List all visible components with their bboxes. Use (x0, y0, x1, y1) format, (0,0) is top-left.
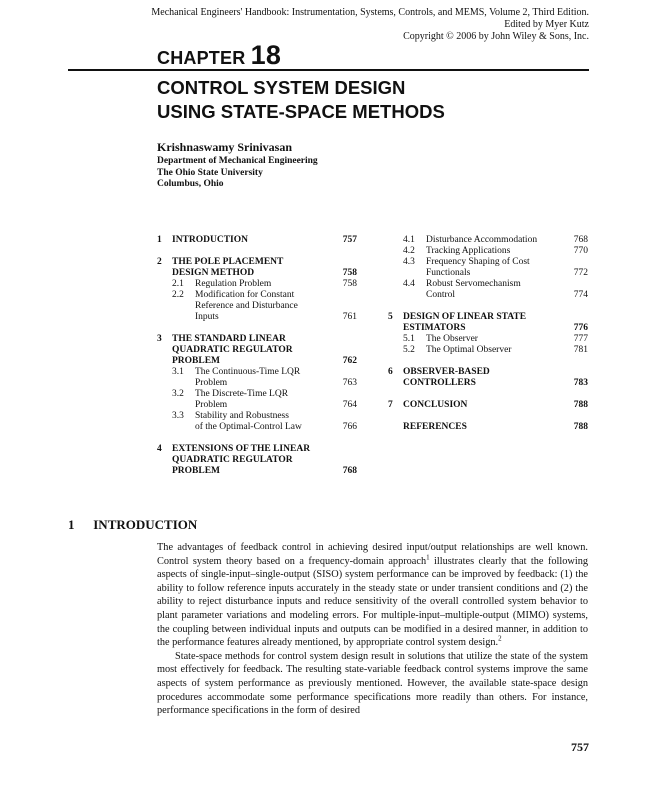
toc-entry-title: Problem (195, 378, 228, 388)
chapter-title-line-1: CONTROL SYSTEM DESIGN (157, 77, 406, 98)
toc-entry-page: 777 (573, 334, 588, 344)
toc-entry-page: 757 (342, 235, 357, 245)
toc-entry-title: QUADRATIC REGULATOR (172, 345, 293, 355)
chapter-rule (68, 69, 589, 71)
toc-entry-title: CONTROLLERS (403, 378, 476, 388)
toc-entry-title: Disturbance Accommodation (426, 235, 538, 245)
toc-entry-number: 2 (157, 257, 162, 267)
paragraph-1 (157, 541, 588, 650)
toc-entry-title: Modification for Constant (195, 290, 295, 300)
toc-entry-page: 776 (573, 323, 588, 333)
toc-entry-title: The Continuous-Time LQR (195, 367, 301, 377)
paragraph-2: State-space methods for control system design result in solutions that utilize the state of the system most effectively for feedback. The resulting state-variable feedback control systems improve the same aspects of system performance as previously mentioned. However, the available state-space design procedures accommodate some performance specifications more readily than others. For instance, performance specifications in the form of desired (157, 650, 588, 717)
toc-entry-title: INTRODUCTION (172, 235, 249, 245)
author-university: The Ohio State University (157, 167, 263, 178)
toc-entry-page: 764 (342, 400, 357, 410)
toc-entry-title: Inputs (195, 312, 219, 322)
chapter-title-line-2: USING STATE-SPACE METHODS (157, 101, 445, 122)
toc-entry-title: The Discrete-Time LQR (195, 389, 289, 399)
author-name: Krishnaswamy Srinivasan (157, 140, 293, 154)
toc-entry-number: 5 (388, 312, 393, 322)
toc-entry-page: 761 (342, 312, 357, 322)
paragraph-1-text-a: The advantages of feedback control in achieving desired input/output relationships are well known. Control system theory based on a frequency-domain approach (157, 542, 588, 567)
toc-entry-title: THE POLE PLACEMENT (172, 257, 284, 267)
toc-entry-title: DESIGN OF LINEAR STATE (403, 312, 527, 322)
toc-entry-number: 4.3 (403, 257, 415, 267)
toc-entry-number: 3.3 (172, 411, 184, 421)
toc-entry-page: 768 (573, 235, 588, 245)
paragraph-1-text-b: illustrates clearly that the following aspects of single-input–single-output (SISO) system performance can be improved by feedback: (1) the ability to follow reference inputs accurately in the steady state or under transient conditions and (2) the ability to reject disturbance inputs and reduce sensitivity of the overall controlled system behavior to plant parameter variations and modeling errors. For multiple-input–multiple-output (MIMO) systems, the coupling between individual inputs and outputs can be modified in a desired manner, in addition to the performance features already mentioned, by appropriate control system design. (157, 555, 588, 649)
author-affiliation (157, 156, 318, 191)
toc-entry-title: OBSERVER-BASED (403, 367, 490, 377)
toc-entry-number: 7 (388, 400, 393, 410)
toc-entry-page: 772 (573, 268, 588, 278)
toc-entry-page: 770 (573, 246, 588, 256)
toc-entry-number: 2.2 (172, 290, 184, 300)
toc-entry-number: 4.4 (403, 279, 415, 289)
toc-entry-number: 6 (388, 367, 393, 377)
toc-entry-title: THE STANDARD LINEAR (172, 334, 286, 344)
toc-entry-number: 3.1 (172, 367, 184, 377)
toc-left-column (157, 235, 357, 485)
toc-entry-title: Tracking Applications (426, 246, 511, 256)
toc-entry-title: EXTENSIONS OF THE LINEAR (172, 444, 311, 454)
reference-1: 1 (426, 553, 430, 562)
toc-entry-page: 762 (342, 356, 357, 366)
toc-entry-number: 5.2 (403, 345, 415, 355)
toc-entry-title: QUADRATIC REGULATOR (172, 455, 293, 465)
toc-entry-page: 788 (573, 422, 588, 432)
toc-entry-title: The Optimal Observer (426, 345, 512, 355)
toc-entry-number: 4.2 (403, 246, 415, 256)
toc-entry-title: Functionals (426, 268, 471, 278)
toc-entry-title: Problem (195, 400, 228, 410)
toc-entry-title: The Observer (426, 334, 478, 344)
toc-entry-title: of the Optimal-Control Law (195, 422, 302, 432)
toc-entry-number: 3 (157, 334, 162, 344)
toc-entry-page: 766 (342, 422, 357, 432)
toc-entry-number: 2.1 (172, 279, 184, 289)
section-title: INTRODUCTION (93, 517, 198, 532)
body-text (157, 541, 588, 718)
toc-entry-page: 774 (573, 290, 588, 300)
toc-entry-title: Regulation Problem (195, 279, 272, 289)
section-heading (68, 517, 197, 533)
author-department: Department of Mechanical Engineering (157, 156, 318, 166)
toc-entry-number: 1 (157, 235, 162, 245)
reference-2: 2 (498, 634, 502, 643)
toc-entry-page: 783 (573, 378, 588, 388)
running-header-editor: Edited by Myer Kutz (504, 19, 589, 30)
toc-entry-page: 763 (342, 378, 357, 388)
toc-entry-title: CONCLUSION (403, 400, 468, 410)
toc-entry-number: 3.2 (172, 389, 184, 399)
toc-entry-number: 4.1 (403, 235, 415, 245)
toc-right-column (388, 235, 588, 435)
toc-entry-page: 788 (573, 400, 588, 410)
toc-entry-title: PROBLEM (172, 356, 221, 366)
toc-entry-page: 768 (342, 466, 357, 476)
toc-entry-number: 5.1 (403, 334, 415, 344)
chapter-label: CHAPTER (157, 48, 246, 68)
toc-entry-number: 4 (157, 444, 162, 454)
chapter-heading (157, 40, 281, 71)
toc-entry-title: ESTIMATORS (403, 323, 466, 333)
toc-entry-title: Control (426, 290, 456, 300)
toc-entry-title: Robust Servomechanism (426, 279, 521, 289)
toc-entry-title: Frequency Shaping of Cost (426, 257, 530, 267)
toc-entry-title: PROBLEM (172, 466, 221, 476)
toc-entry-title: REFERENCES (403, 422, 467, 432)
page-number: 757 (571, 740, 589, 754)
toc-entry-title: Reference and Disturbance (195, 301, 298, 311)
section-number: 1 (68, 517, 75, 532)
chapter-number: 18 (250, 40, 282, 70)
running-header-citation: Mechanical Engineers' Handbook: Instrumentation, Systems, Controls, and MEMS, Volume 2, Third Edition. (151, 7, 589, 18)
toc-entry-title: Stability and Robustness (195, 411, 289, 421)
toc-entry-page: 758 (342, 279, 357, 289)
toc-entry-page: 758 (342, 268, 357, 278)
running-header-copyright: Copyright © 2006 by John Wiley & Sons, Inc. (403, 31, 589, 42)
chapter-title (157, 76, 445, 124)
toc-entry-title: DESIGN METHOD (172, 268, 255, 278)
toc-entry-page: 781 (573, 345, 588, 355)
author-city: Columbus, Ohio (157, 179, 224, 189)
